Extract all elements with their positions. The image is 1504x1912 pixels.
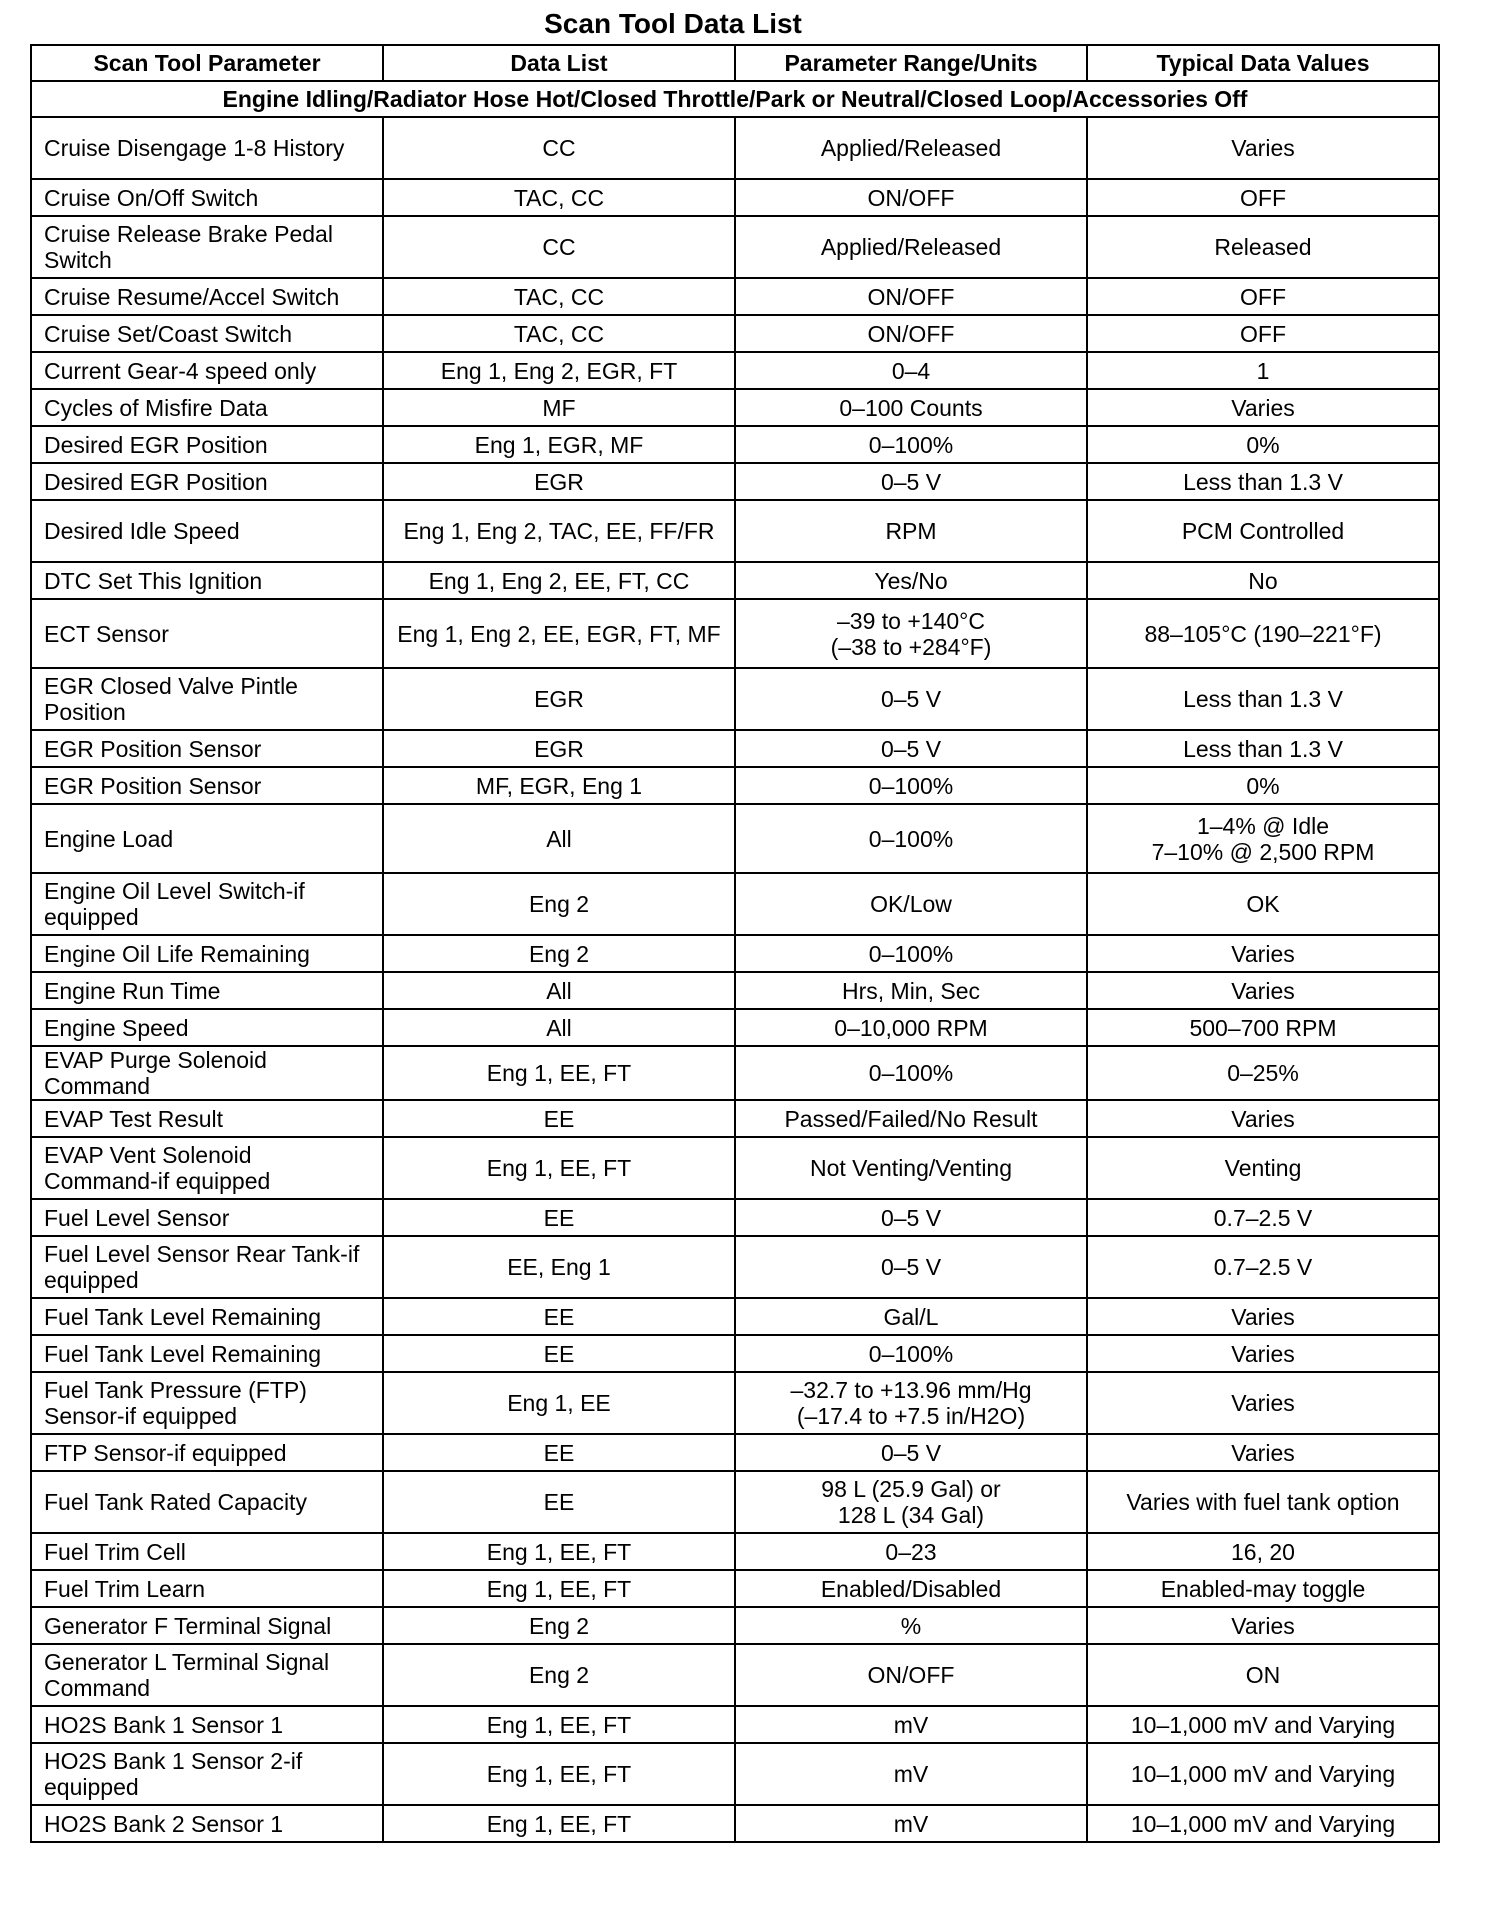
- range-cell: mV: [735, 1805, 1087, 1842]
- table-row: [31, 389, 1439, 426]
- table-row: [31, 562, 1439, 599]
- table-row: [31, 599, 1439, 668]
- parameter-cell: ECT Sensor: [31, 599, 383, 668]
- table-row: [31, 1335, 1439, 1372]
- range-cell: 0–5 V: [735, 668, 1087, 730]
- range-cell: 0–100 Counts: [735, 389, 1087, 426]
- range-cell: 0–100%: [735, 935, 1087, 972]
- range-cell: 0–100%: [735, 1046, 1087, 1100]
- data-list-cell: Eng 1, Eng 2, TAC, EE, FF/FR: [383, 500, 735, 562]
- range-cell: 0–5 V: [735, 1434, 1087, 1471]
- typical-value-cell-line: 1–4% @ Idle: [1196, 812, 1330, 839]
- typical-value-cell: PCM Controlled: [1087, 500, 1439, 562]
- data-list-cell: Eng 1, EE, FT: [383, 1805, 735, 1842]
- data-list-cell: Eng 1, Eng 2, EE, FT, CC: [383, 562, 735, 599]
- range-cell: 0–5 V: [735, 1199, 1087, 1236]
- typical-value-cell: Varies: [1087, 1372, 1439, 1434]
- parameter-cell: EGR Closed Valve Pintle Position: [31, 668, 383, 730]
- range-cell: Applied/Released: [735, 216, 1087, 278]
- typical-value-cell: OFF: [1087, 278, 1439, 315]
- range-cell: Applied/Released: [735, 117, 1087, 179]
- data-list-cell: All: [383, 804, 735, 873]
- typical-value-cell: Less than 1.3 V: [1087, 668, 1439, 730]
- parameter-cell: HO2S Bank 1 Sensor 2-if equipped: [31, 1743, 383, 1805]
- typical-value-cell: 0%: [1087, 426, 1439, 463]
- range-cell: [735, 1471, 1087, 1533]
- typical-value-cell: 16, 20: [1087, 1533, 1439, 1570]
- typical-value-cell: OK: [1087, 873, 1439, 935]
- table-row: [31, 117, 1439, 179]
- data-list-cell: EGR: [383, 730, 735, 767]
- parameter-cell: Engine Run Time: [31, 972, 383, 1009]
- parameter-cell: Cruise Set/Coast Switch: [31, 315, 383, 352]
- range-cell: ON/OFF: [735, 315, 1087, 352]
- range-cell: ON/OFF: [735, 179, 1087, 216]
- parameter-cell: HO2S Bank 2 Sensor 1: [31, 1805, 383, 1842]
- range-cell-line: (–38 to +284°F): [830, 633, 992, 660]
- range-cell: mV: [735, 1743, 1087, 1805]
- parameter-cell: DTC Set This Ignition: [31, 562, 383, 599]
- data-list-cell: EE: [383, 1434, 735, 1471]
- table-row: [31, 1100, 1439, 1137]
- column-header: Parameter Range/Units: [735, 45, 1087, 81]
- typical-value-cell: [1087, 804, 1439, 873]
- test-condition: Engine Idling/Radiator Hose Hot/Closed Throttle/Park or Neutral/Closed Loop/Accessories Off: [31, 81, 1439, 117]
- data-list-cell: EE, Eng 1: [383, 1236, 735, 1298]
- typical-value-cell-line: 7–10% @ 2,500 RPM: [1151, 838, 1375, 865]
- table-row: [31, 730, 1439, 767]
- column-header: Scan Tool Parameter: [31, 45, 383, 81]
- table-row: [31, 1009, 1439, 1046]
- range-cell: 0–5 V: [735, 730, 1087, 767]
- table-row: [31, 1372, 1439, 1434]
- parameter-cell: EVAP Purge Solenoid Command: [31, 1046, 383, 1100]
- range-cell: 0–100%: [735, 767, 1087, 804]
- range-cell: RPM: [735, 500, 1087, 562]
- table-row: [31, 668, 1439, 730]
- data-list-cell: Eng 1, EE, FT: [383, 1533, 735, 1570]
- table-row: [31, 426, 1439, 463]
- range-cell-line: 128 L (34 Gal): [837, 1502, 985, 1528]
- table-row: [31, 1434, 1439, 1471]
- table-row: [31, 1644, 1439, 1706]
- typical-value-cell: Venting: [1087, 1137, 1439, 1199]
- data-list-cell: Eng 2: [383, 935, 735, 972]
- parameter-cell: Desired EGR Position: [31, 463, 383, 500]
- typical-value-cell: 0.7–2.5 V: [1087, 1236, 1439, 1298]
- table-row: [31, 767, 1439, 804]
- range-cell: [735, 599, 1087, 668]
- data-list-cell: Eng 2: [383, 1607, 735, 1644]
- typical-value-cell: 500–700 RPM: [1087, 1009, 1439, 1046]
- typical-value-cell: Varies: [1087, 972, 1439, 1009]
- data-list-cell: Eng 1, EE, FT: [383, 1137, 735, 1199]
- parameter-cell: Generator F Terminal Signal: [31, 1607, 383, 1644]
- range-cell: OK/Low: [735, 873, 1087, 935]
- parameter-cell: Engine Oil Life Remaining: [31, 935, 383, 972]
- data-list-cell: Eng 1, Eng 2, EGR, FT: [383, 352, 735, 389]
- parameter-cell: Engine Load: [31, 804, 383, 873]
- typical-value-cell: No: [1087, 562, 1439, 599]
- typical-value-cell: Varies: [1087, 117, 1439, 179]
- range-cell-line: –32.7 to +13.96 mm/Hg: [790, 1377, 1032, 1403]
- typical-value-cell: ON: [1087, 1644, 1439, 1706]
- parameter-cell: Cycles of Misfire Data: [31, 389, 383, 426]
- typical-value-cell: 10–1,000 mV and Varying: [1087, 1743, 1439, 1805]
- table-row: [31, 1471, 1439, 1533]
- data-list-cell: MF, EGR, Eng 1: [383, 767, 735, 804]
- data-list-cell: Eng 2: [383, 873, 735, 935]
- typical-value-cell: 0.7–2.5 V: [1087, 1199, 1439, 1236]
- parameter-cell: EVAP Test Result: [31, 1100, 383, 1137]
- range-cell-line: (–17.4 to +7.5 in/H2O): [796, 1403, 1026, 1429]
- parameter-cell: Cruise Release Brake Pedal Switch: [31, 216, 383, 278]
- header-row: [31, 45, 1439, 81]
- range-cell-line: –39 to +140°C: [837, 607, 985, 634]
- parameter-cell: FTP Sensor-if equipped: [31, 1434, 383, 1471]
- range-cell: Gal/L: [735, 1298, 1087, 1335]
- typical-value-cell: 10–1,000 mV and Varying: [1087, 1805, 1439, 1842]
- data-list-cell: All: [383, 1009, 735, 1046]
- table-row: [31, 1199, 1439, 1236]
- range-cell: %: [735, 1607, 1087, 1644]
- typical-value-cell: Less than 1.3 V: [1087, 463, 1439, 500]
- typical-value-cell: Varies: [1087, 389, 1439, 426]
- data-list-cell: TAC, CC: [383, 278, 735, 315]
- table-row: [31, 1046, 1439, 1100]
- data-list-cell: Eng 1, EE, FT: [383, 1046, 735, 1100]
- table-row: [31, 804, 1439, 873]
- typical-value-cell: Varies: [1087, 1100, 1439, 1137]
- table-row: [31, 179, 1439, 216]
- typical-value-cell: Enabled-may toggle: [1087, 1570, 1439, 1607]
- data-list-cell: Eng 1, Eng 2, EE, EGR, FT, MF: [383, 599, 735, 668]
- typical-value-cell: Varies: [1087, 1335, 1439, 1372]
- typical-value-cell: 88–105°C (190–221°F): [1087, 599, 1439, 668]
- data-list-cell: Eng 1, EE, FT: [383, 1743, 735, 1805]
- typical-value-cell: Varies: [1087, 1298, 1439, 1335]
- range-cell: 0–5 V: [735, 463, 1087, 500]
- range-cell: 0–4: [735, 352, 1087, 389]
- range-cell: 0–23: [735, 1533, 1087, 1570]
- typical-value-cell: 0%: [1087, 767, 1439, 804]
- parameter-cell: EGR Position Sensor: [31, 730, 383, 767]
- range-cell: 0–100%: [735, 426, 1087, 463]
- data-list-cell: EE: [383, 1199, 735, 1236]
- parameter-cell: Fuel Tank Rated Capacity: [31, 1471, 383, 1533]
- typical-value-cell: Varies: [1087, 935, 1439, 972]
- typical-value-cell: Varies: [1087, 1607, 1439, 1644]
- range-cell: Yes/No: [735, 562, 1087, 599]
- column-header: Typical Data Values: [1087, 45, 1439, 81]
- parameter-cell: Fuel Level Sensor Rear Tank-if equipped: [31, 1236, 383, 1298]
- parameter-cell: Cruise Disengage 1-8 History: [31, 117, 383, 179]
- range-cell: Not Venting/Venting: [735, 1137, 1087, 1199]
- table-row: [31, 463, 1439, 500]
- table-row: [31, 1743, 1439, 1805]
- data-list-cell: EGR: [383, 463, 735, 500]
- table-row: [31, 1236, 1439, 1298]
- data-list-cell: Eng 1, EE, FT: [383, 1570, 735, 1607]
- data-list-cell: EE: [383, 1471, 735, 1533]
- typical-value-cell: 10–1,000 mV and Varying: [1087, 1706, 1439, 1743]
- parameter-cell: Cruise Resume/Accel Switch: [31, 278, 383, 315]
- data-list-cell: EE: [383, 1335, 735, 1372]
- table-body: [31, 81, 1439, 1842]
- data-list-cell: Eng 1, EGR, MF: [383, 426, 735, 463]
- table-row: [31, 935, 1439, 972]
- table-row: [31, 1706, 1439, 1743]
- table-row: [31, 1137, 1439, 1199]
- typical-value-cell: Released: [1087, 216, 1439, 278]
- column-header: Data List: [383, 45, 735, 81]
- data-list-cell: MF: [383, 389, 735, 426]
- parameter-cell: HO2S Bank 1 Sensor 1: [31, 1706, 383, 1743]
- parameter-cell: Engine Oil Level Switch-if equipped: [31, 873, 383, 935]
- parameter-cell: Fuel Trim Cell: [31, 1533, 383, 1570]
- data-list-cell: EE: [383, 1298, 735, 1335]
- data-list-cell: TAC, CC: [383, 315, 735, 352]
- data-list-cell: CC: [383, 117, 735, 179]
- data-list-cell: TAC, CC: [383, 179, 735, 216]
- range-cell: ON/OFF: [735, 278, 1087, 315]
- data-list-cell: Eng 1, EE, FT: [383, 1706, 735, 1743]
- range-cell: Hrs, Min, Sec: [735, 972, 1087, 1009]
- typical-value-cell: Less than 1.3 V: [1087, 730, 1439, 767]
- parameter-cell: Desired EGR Position: [31, 426, 383, 463]
- table-row: [31, 1607, 1439, 1644]
- parameter-cell: Engine Speed: [31, 1009, 383, 1046]
- scan-tool-data-table: [30, 44, 1440, 1843]
- table-row: [31, 278, 1439, 315]
- data-list-cell: Eng 1, EE: [383, 1372, 735, 1434]
- data-list-cell: Eng 2: [383, 1644, 735, 1706]
- range-cell: 0–100%: [735, 1335, 1087, 1372]
- typical-value-cell: OFF: [1087, 179, 1439, 216]
- table-row: [31, 1298, 1439, 1335]
- typical-value-cell: Varies with fuel tank option: [1087, 1471, 1439, 1533]
- parameter-cell: Cruise On/Off Switch: [31, 179, 383, 216]
- parameter-cell: Fuel Tank Pressure (FTP) Sensor-if equipped: [31, 1372, 383, 1434]
- table-row: [31, 1570, 1439, 1607]
- table-row: [31, 315, 1439, 352]
- table-row: [31, 972, 1439, 1009]
- table-row: [31, 1805, 1439, 1842]
- table-row: [31, 873, 1439, 935]
- table-row: [31, 352, 1439, 389]
- range-cell: 0–100%: [735, 804, 1087, 873]
- parameter-cell: Current Gear-4 speed only: [31, 352, 383, 389]
- parameter-cell: Fuel Tank Level Remaining: [31, 1298, 383, 1335]
- parameter-cell: EGR Position Sensor: [31, 767, 383, 804]
- range-cell: 0–5 V: [735, 1236, 1087, 1298]
- range-cell: 0–10,000 RPM: [735, 1009, 1087, 1046]
- range-cell: Passed/Failed/No Result: [735, 1100, 1087, 1137]
- parameter-cell: Generator L Terminal Signal Command: [31, 1644, 383, 1706]
- range-cell: [735, 1372, 1087, 1434]
- range-cell: mV: [735, 1706, 1087, 1743]
- parameter-cell: EVAP Vent Solenoid Command-if equipped: [31, 1137, 383, 1199]
- page-title: Scan Tool Data List: [544, 8, 802, 39]
- data-list-cell: EE: [383, 1100, 735, 1137]
- typical-value-cell: Varies: [1087, 1434, 1439, 1471]
- range-cell: ON/OFF: [735, 1644, 1087, 1706]
- table-row: [31, 500, 1439, 562]
- parameter-cell: Fuel Level Sensor: [31, 1199, 383, 1236]
- data-list-cell: EGR: [383, 668, 735, 730]
- table-row: [31, 1533, 1439, 1570]
- range-cell-line: 98 L (25.9 Gal) or: [821, 1476, 1001, 1502]
- condition-row: [31, 81, 1439, 117]
- data-list-cell: All: [383, 972, 735, 1009]
- range-cell: Enabled/Disabled: [735, 1570, 1087, 1607]
- parameter-cell: Fuel Trim Learn: [31, 1570, 383, 1607]
- typical-value-cell: 1: [1087, 352, 1439, 389]
- parameter-cell: Fuel Tank Level Remaining: [31, 1335, 383, 1372]
- table-row: [31, 216, 1439, 278]
- typical-value-cell: 0–25%: [1087, 1046, 1439, 1100]
- data-list-cell: CC: [383, 216, 735, 278]
- typical-value-cell: OFF: [1087, 315, 1439, 352]
- parameter-cell: Desired Idle Speed: [31, 500, 383, 562]
